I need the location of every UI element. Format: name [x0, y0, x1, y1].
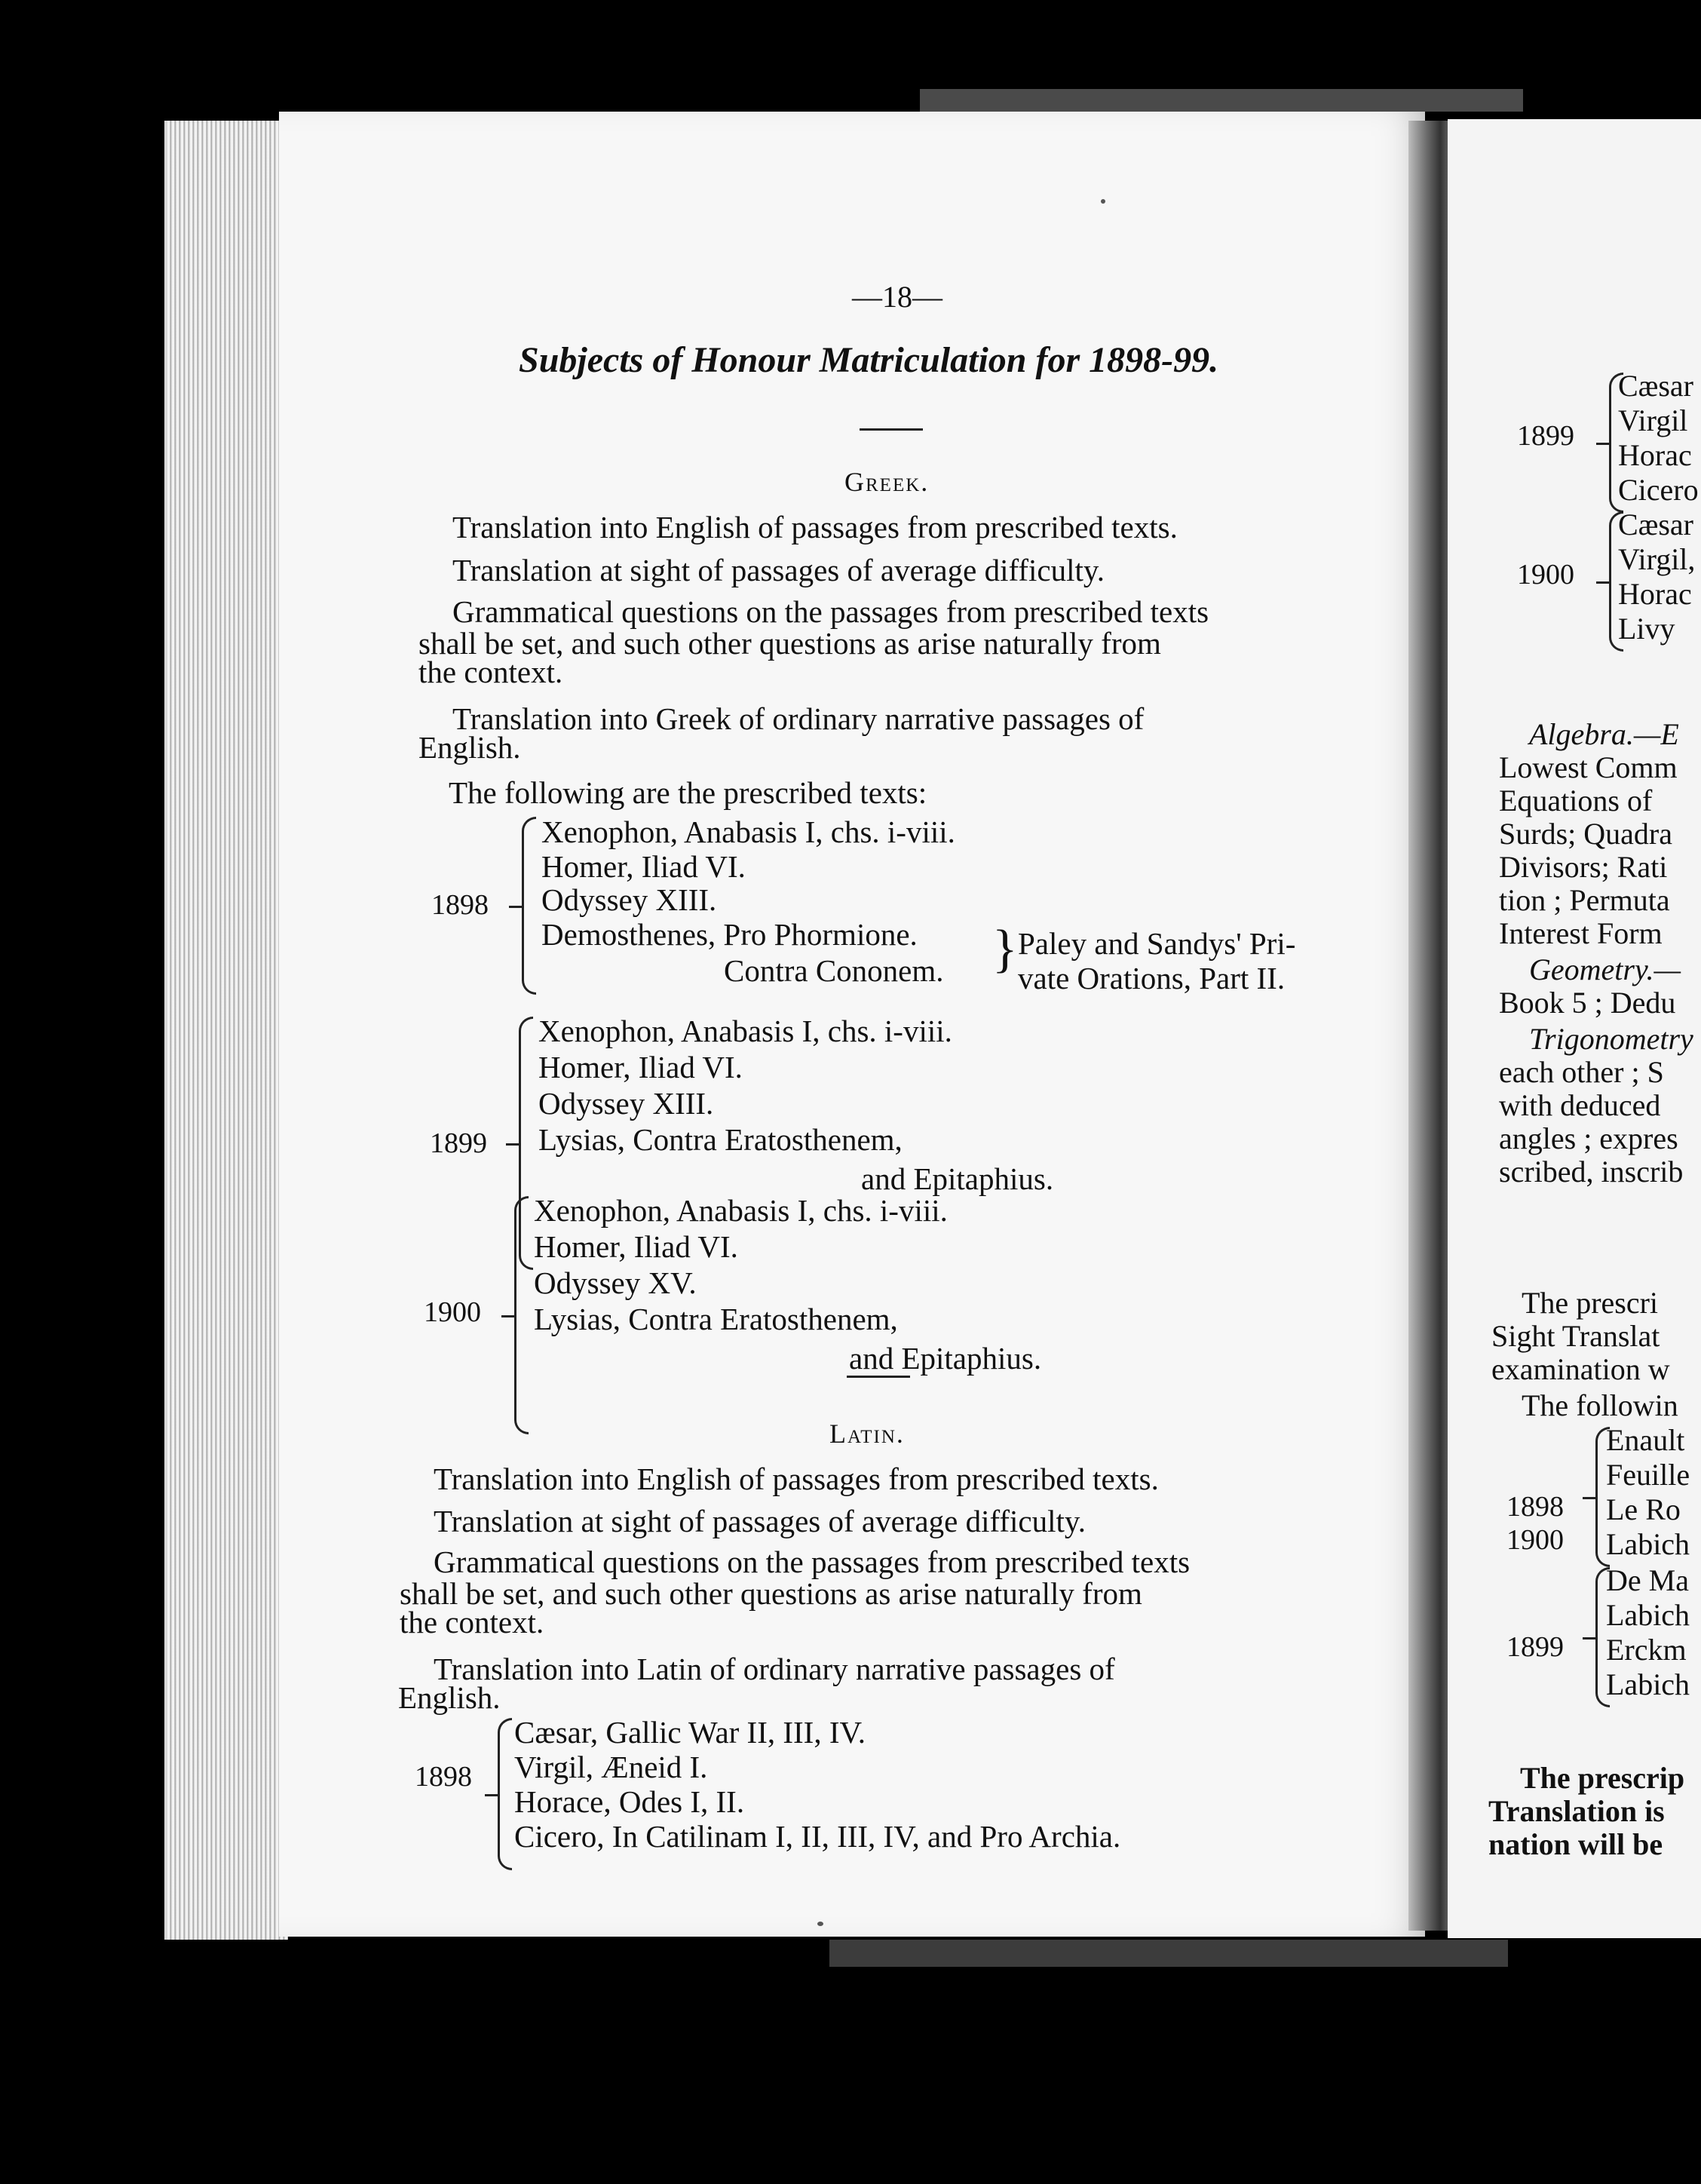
- greek-1898-text-1: Xenophon, Anabasis I, chs. i-viii.: [541, 814, 955, 849]
- latin-year-1898: 1898: [415, 1761, 472, 1793]
- latin-para-4-line-1: Translation into Latin of ordinary narrative passages of: [434, 1652, 1115, 1686]
- right-list-a-4: Labich: [1606, 1527, 1690, 1561]
- right-bold-2: Translation is: [1488, 1794, 1665, 1828]
- greek-heading: Greek.: [844, 467, 930, 497]
- right-geometry-2: Book 5 ; Dedu: [1499, 986, 1676, 1020]
- right-algebra-7: Interest Form: [1499, 916, 1663, 950]
- right-list-b-2: Labich: [1606, 1598, 1690, 1632]
- page-title: Subjects of Honour Matriculation for 1898-99.: [519, 340, 1219, 380]
- greek-1899-text-5: and Epitaphius.: [861, 1161, 1054, 1196]
- greek-1900-text-4: Lysias, Contra Eratosthenem,: [534, 1302, 898, 1336]
- greek-1898-text-4: Demosthenes, Pro Phormione.: [541, 917, 918, 952]
- greek-prescribed-intro: The following are the prescribed texts:: [449, 775, 927, 810]
- book-page-edges: [164, 121, 288, 1940]
- greek-1898-text-2: Homer, Iliad VI.: [541, 849, 746, 884]
- right-followin: The followin: [1522, 1388, 1678, 1422]
- right-list-a-3: Le Ro: [1606, 1492, 1681, 1526]
- latin-para-4-line-2: English.: [398, 1680, 501, 1715]
- greek-1899-text-3: Odyssey XIII.: [538, 1086, 714, 1121]
- greek-1898-side-note-1: Paley and Sandys' Pri-: [1018, 926, 1296, 961]
- greek-para-3-line-1: Grammatical questions on the passages from prescribed texts: [452, 594, 1209, 629]
- top-shadow-strip: [920, 89, 1523, 112]
- right-list-b-1: De Ma: [1606, 1563, 1689, 1597]
- right-year-1900: 1900: [1517, 559, 1574, 590]
- right-1899-item-2: Virgil: [1618, 403, 1688, 437]
- left-page: [279, 112, 1425, 1937]
- right-1899-item-4: Cicero: [1618, 473, 1699, 507]
- greek-para-1: Translation into English of passages from prescribed texts.: [452, 510, 1178, 544]
- right-prescri-2: Sight Translat: [1491, 1319, 1660, 1353]
- right-algebra-4: Surds; Quadra: [1499, 817, 1672, 851]
- right-trig-2: each other ; S: [1499, 1055, 1664, 1089]
- right-prescri-3: examination w: [1491, 1352, 1670, 1386]
- right-bold-1: The prescrip: [1520, 1761, 1685, 1795]
- right-page: [1448, 119, 1701, 1938]
- greek-1898-right-brace: }: [992, 920, 1018, 978]
- latin-1898-text-3: Horace, Odes I, II.: [514, 1784, 745, 1819]
- greek-1900-text-1: Xenophon, Anabasis I, chs. i-viii.: [534, 1193, 948, 1228]
- right-algebra-1: Algebra.—E: [1529, 717, 1679, 751]
- page-number: —18—: [852, 280, 942, 314]
- right-geometry-1: Geometry.—: [1529, 952, 1681, 986]
- latin-para-1: Translation into English of passages from prescribed texts.: [434, 1462, 1159, 1496]
- right-algebra-2: Lowest Comm: [1499, 750, 1678, 784]
- latin-1898-brace: [498, 1718, 512, 1870]
- right-1900-item-2: Virgil,: [1618, 542, 1696, 576]
- right-1900-item-3: Horac: [1618, 577, 1692, 611]
- right-year-1899: 1899: [1517, 420, 1574, 452]
- right-bold-3: nation will be: [1488, 1827, 1663, 1861]
- greek-para-3-line-3: the context.: [418, 655, 563, 689]
- ink-speck: [817, 1922, 823, 1926]
- right-prescri-1: The prescri: [1522, 1286, 1659, 1320]
- section-rule: [847, 1376, 910, 1378]
- greek-1898-text-5: Contra Cononem.: [724, 953, 944, 988]
- right-year-1898: 1898: [1506, 1491, 1564, 1523]
- latin-1898-text-4: Cicero, In Catilinam I, II, III, IV, and Pro Archia.: [514, 1819, 1121, 1854]
- greek-para-4-line-1: Translation into Greek of ordinary narrative passages of: [452, 701, 1145, 736]
- latin-heading: Latin.: [829, 1419, 905, 1449]
- bottom-shadow-strip: [829, 1940, 1508, 1967]
- right-list-a-1: Enault: [1606, 1423, 1685, 1457]
- greek-para-4-line-2: English.: [418, 730, 521, 765]
- greek-1898-side-note-2: vate Orations, Part II.: [1018, 961, 1286, 995]
- right-1900-item-1: Cæsar: [1618, 508, 1693, 541]
- right-trig-3: with deduced: [1499, 1088, 1661, 1122]
- right-list-a-2: Feuille: [1606, 1458, 1690, 1492]
- greek-1898-brace: [522, 817, 536, 995]
- latin-para-3-line-2: shall be set, and such other questions as arise naturally from: [400, 1576, 1142, 1611]
- latin-para-2: Translation at sight of passages of average difficulty.: [434, 1504, 1086, 1538]
- right-1899-item-1: Cæsar: [1618, 369, 1693, 403]
- right-year-1900b: 1900: [1506, 1524, 1564, 1556]
- right-trig-5: scribed, inscrib: [1499, 1155, 1684, 1189]
- right-1900-item-4: Livy: [1618, 612, 1675, 646]
- greek-year-1898: 1898: [431, 889, 489, 921]
- greek-1900-text-3: Odyssey XV.: [534, 1265, 697, 1300]
- greek-1899-text-2: Homer, Iliad VI.: [538, 1050, 743, 1084]
- greek-1898-text-3: Odyssey XIII.: [541, 882, 717, 917]
- right-algebra-3: Equations of: [1499, 784, 1653, 817]
- ink-speck: [1101, 199, 1105, 204]
- latin-1898-text-2: Virgil, Æneid I.: [514, 1750, 708, 1784]
- right-trig-4: angles ; expres: [1499, 1121, 1678, 1155]
- title-rule: [860, 428, 923, 431]
- greek-1899-text-1: Xenophon, Anabasis I, chs. i-viii.: [538, 1014, 952, 1048]
- greek-year-1900: 1900: [424, 1296, 481, 1328]
- right-algebra-5: Divisors; Rati: [1499, 850, 1668, 884]
- right-list-b-4: Labich: [1606, 1667, 1690, 1701]
- latin-1898-text-1: Cæsar, Gallic War II, III, IV.: [514, 1715, 866, 1750]
- book-gutter: [1408, 121, 1454, 1931]
- latin-para-3-line-3: the context.: [400, 1605, 544, 1640]
- greek-1899-text-4: Lysias, Contra Eratosthenem,: [538, 1122, 903, 1157]
- greek-1900-brace: [514, 1196, 529, 1434]
- greek-para-3-line-2: shall be set, and such other questions as arise naturally from: [418, 626, 1161, 661]
- right-1899-item-3: Horac: [1618, 438, 1692, 472]
- greek-1900-text-2: Homer, Iliad VI.: [534, 1229, 738, 1264]
- right-trig-1: Trigonometry: [1529, 1022, 1693, 1056]
- greek-1900-text-5: and Epitaphius.: [849, 1341, 1042, 1376]
- right-year-1899b: 1899: [1506, 1631, 1564, 1663]
- greek-year-1899: 1899: [430, 1127, 487, 1159]
- greek-para-2: Translation at sight of passages of average difficulty.: [452, 553, 1105, 587]
- latin-para-3-line-1: Grammatical questions on the passages from prescribed texts: [434, 1544, 1191, 1579]
- right-list-b-3: Erckm: [1606, 1633, 1687, 1667]
- right-algebra-6: tion ; Permuta: [1499, 883, 1670, 917]
